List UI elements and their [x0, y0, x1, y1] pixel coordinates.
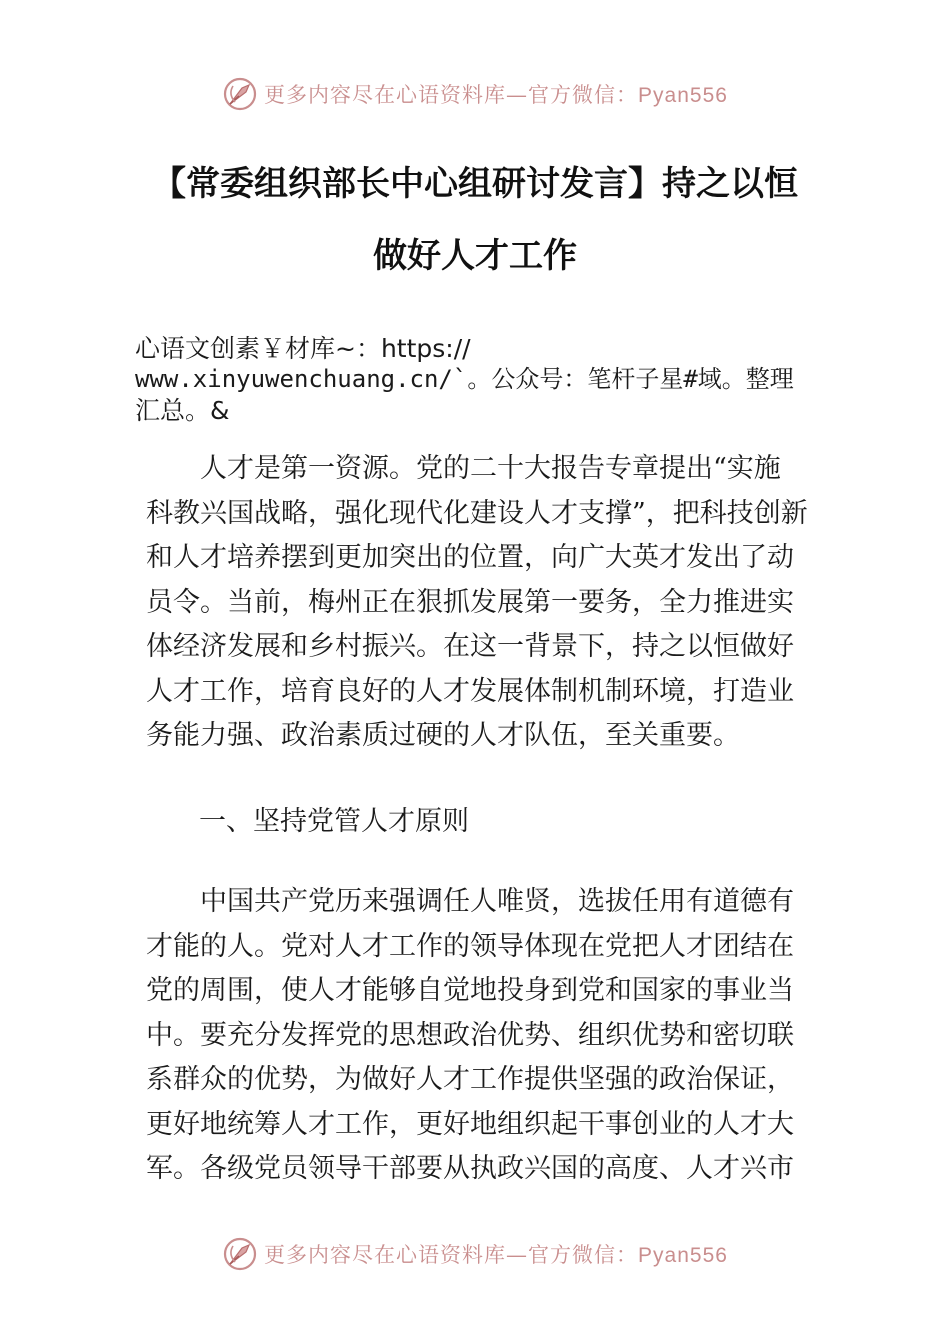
paragraph-line: 务能力强、政治素质过硬的人才队伍，至关重要。	[146, 720, 740, 751]
paragraph-line: 更好地统筹人才工作，更好地组织起干事创业的人才大	[146, 1108, 794, 1140]
paragraph-line: 科教兴国战略，强化现代化建设人才支撑”，把科技创新	[146, 497, 808, 529]
paragraph-line: 和人才培养摆到更加突出的位置，向广大英才发出了动	[146, 542, 794, 573]
watermark-header	[0, 72, 950, 116]
watermark-text: 更多内容尽在心语资料库—官方微信：Pyan556	[264, 1243, 728, 1267]
section-heading-1: 一、坚持党管人才原则	[199, 806, 469, 837]
source-info	[135, 333, 825, 426]
pen-nib-logo-icon	[222, 76, 258, 112]
paragraph-line: 中国共产党历来强调任人唯贤，选拔任用有道德有	[200, 886, 794, 917]
paragraph-line: 员令。当前，梅州正在狠抓发展第一要务，全力推进实	[146, 586, 794, 618]
document-title-line-2: 做好人才工作	[373, 236, 577, 276]
paragraph-line: 人才是第一资源。党的二十大报告专章提出“实施	[200, 453, 781, 484]
source-info-line: www.xinyuwenchuang.cn/`。公众号：笔杆子星#域。整理	[135, 365, 794, 393]
paragraph-line: 中。要充分发挥党的思想政治优势、组织优势和密切联	[146, 1019, 794, 1051]
paragraph-intro	[146, 447, 826, 759]
source-info-line: 汇总。&	[135, 396, 230, 425]
paragraph-line: 系群众的优势，为做好人才工作提供坚强的政治保证，	[146, 1064, 794, 1095]
watermark-text: 更多内容尽在心语资料库—官方微信：Pyan556	[264, 83, 728, 107]
paragraph-line: 军。各级党员领导干部要从执政兴国的高度、人才兴市	[146, 1153, 794, 1184]
pen-nib-logo-icon	[222, 1236, 258, 1272]
paragraph-line: 党的周围，使人才能够自觉地投身到党和国家的事业当	[146, 975, 794, 1006]
source-info-line: 心语文创素￥材库~：https://	[135, 334, 471, 363]
watermark-footer	[0, 1232, 950, 1276]
paragraph-section-1	[146, 880, 826, 1192]
paragraph-line: 才能的人。党对人才工作的领导体现在党把人才团结在	[146, 930, 794, 962]
paragraph-line: 体经济发展和乡村振兴。在这一背景下，持之以恒做好	[146, 631, 794, 662]
paragraph-line: 人才工作，培育良好的人才发展体制机制环境，打造业	[146, 675, 794, 707]
document-title-line-1: 【常委组织部长中心组研讨发言】持之以恒	[152, 164, 798, 204]
